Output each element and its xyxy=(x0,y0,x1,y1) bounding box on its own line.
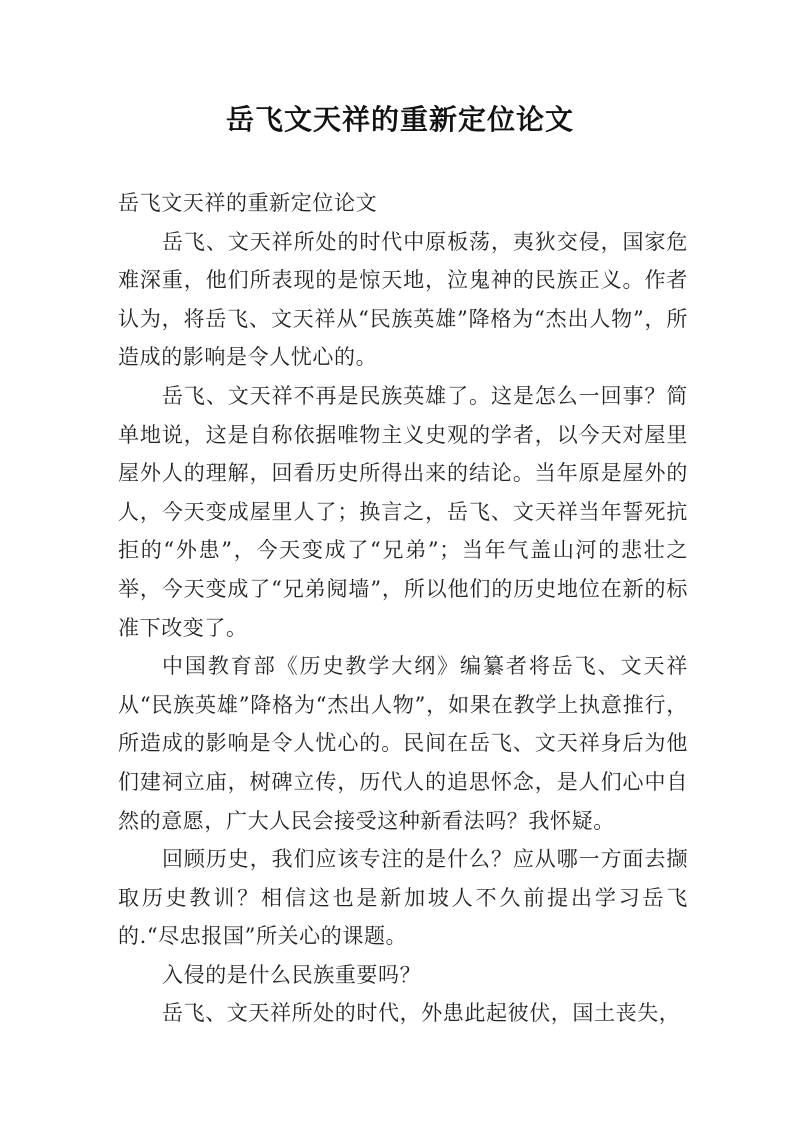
document-subheading: 岳飞文天祥的重新定位论文 xyxy=(118,191,378,215)
paragraph-2: 岳飞、文天祥不再是民族英雄了。这是怎么一回事？简单地说，这是自称依据唯物主义史观的学者，以今天对屋里屋外人的理解，回看历史所得出来的结论。当年原是屋外的人，今天变成屋里人了；换言之，岳飞、文天祥当年誓死抗拒的“外患”，今天变成了“兄弟”；当年气盖山河的悲壮之举，今天变成了“兄弟阋墙”，所以他们的历史地位在新的标准下改变了。 xyxy=(118,383,688,640)
paragraph-6: 岳飞、文天祥所处的时代，外患此起彼伏，国土丧失， xyxy=(162,1001,681,1026)
paragraph-3: 中国教育部《历史教学大纲》编纂者将岳飞、文天祥从“民族英雄”降格为“杰出人物”，如果在教学上执意推行，所造成的影响是令人忧心的。民间在岳飞、文天祥身后为他们建祠立庙，树碑立传，历代人的追思怀念，是人们心中自然的意愿，广大人民会接受这种新看法吗？我怀疑。 xyxy=(118,654,688,833)
paragraph-1: 岳飞、文天祥所处的时代中原板荡，夷狄交侵，国家危难深重，他们所表现的是惊天地，泣鬼神的民族正义。作者认为，将岳飞、文天祥从“民族英雄”降格为“杰出人物”，所造成的影响是令人忧心的。 xyxy=(118,229,688,370)
document-body xyxy=(118,184,688,1033)
document-title: 岳飞文天祥的重新定位论文 xyxy=(225,103,574,136)
paragraph-4: 回顾历史，我们应该专注的是什么？应从哪一方面去撷取历史教训？相信这也是新加坡人不久前提出学习岳飞的.“尽忠报国”所关心的课题。 xyxy=(118,847,688,949)
paragraph-5: 入侵的是什么民族重要吗？ xyxy=(162,962,422,987)
